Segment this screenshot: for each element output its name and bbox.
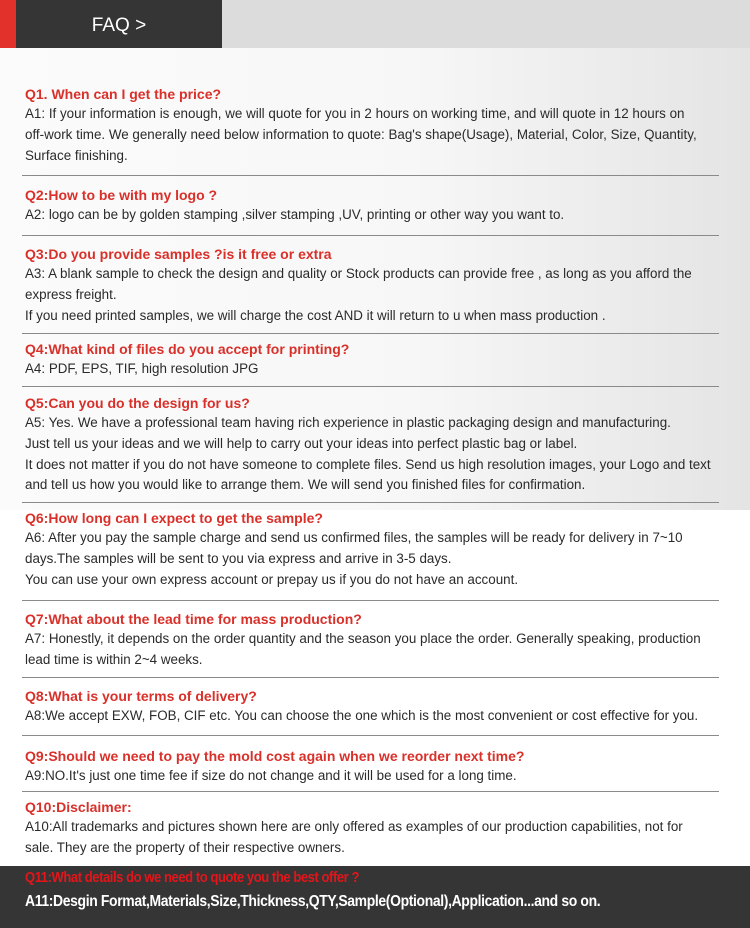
faq-item <box>25 508 747 590</box>
divider <box>22 600 719 601</box>
divider <box>22 333 719 334</box>
faq-answer-line: A1: If your information is enough, we will quote for you in 2 hours on working time, and will quote in 12 hours on <box>25 106 685 121</box>
faq-item <box>25 393 747 496</box>
divider <box>22 677 719 678</box>
accent-stripe <box>0 0 16 48</box>
faq-question: Q7:What about the lead time for mass production? <box>25 611 362 627</box>
faq-question: Q5:Can you do the design for us? <box>25 395 250 411</box>
faq-answer-line: days.The samples will be sent to you via express and arrive in 3-5 days. <box>25 550 452 566</box>
faq-item <box>25 185 747 226</box>
faq-item <box>25 339 747 380</box>
faq-question: Q8:What is your terms of delivery? <box>25 688 257 704</box>
faq-answer-line: A3: A blank sample to check the design and quality or Stock products can provide free , as long as you afford the <box>25 266 692 281</box>
faq-answer-line: A6: After you pay the sample charge and send us confirmed files, the samples will be ready for delivery in 7~10 <box>25 530 683 545</box>
faq-question: Q6:How long can I expect to get the sample? <box>25 510 323 526</box>
faq-answer-line: A4: PDF, EPS, TIF, high resolution JPG <box>25 361 259 376</box>
faq-item <box>25 797 747 859</box>
faq-item <box>25 686 747 727</box>
faq-answer-line: lead time is within 2~4 weeks. <box>25 651 203 667</box>
faq-answer-line: off-work time. We generally need below information to quote: Bag's shape(Usage), Material, Color, Size, Quantity, <box>25 126 697 142</box>
faq-question: Q2:How to be with my logo ? <box>25 187 218 203</box>
faq-answer-line: express freight. <box>25 286 117 302</box>
header-bar <box>0 0 750 48</box>
faq-answer-line: It does not matter if you do not have someone to complete files. Send us high resolution images, your Logo and text <box>25 456 711 472</box>
faq-answer-line: A8:We accept EXW, FOB, CIF etc. You can choose the one which is the most convenient or cost effective for you. <box>25 708 699 723</box>
faq-answer-line: A5: Yes. We have a professional team having rich experience in plastic packaging design and manufacturing. <box>25 415 671 430</box>
faq-answer-line: Just tell us your ideas and we will help to carry out your ideas into perfect plastic bag or label. <box>25 435 578 451</box>
faq-answer-line: A9:NO.It's just one time fee if size do not change and it will be used for a long time. <box>25 768 517 783</box>
faq-question: Q4:What kind of files do you accept for printing? <box>25 341 350 357</box>
divider <box>22 175 719 176</box>
faq-answer-line: You can use your own express account or prepay us if you do not have an account. <box>25 571 519 587</box>
q11-answer: A11:Desgin Format,Materials,Size,Thickness,QTY,Sample(Optional),Application...and so on. <box>25 893 601 910</box>
faq-item <box>25 746 747 787</box>
faq-item <box>25 84 747 166</box>
faq-question: Q10:Disclaimer: <box>25 799 132 815</box>
divider <box>22 386 719 387</box>
divider <box>22 791 719 792</box>
divider <box>22 235 719 236</box>
divider <box>22 735 719 736</box>
faq-question: Q9:Should we need to pay the mold cost again when we reorder next time? <box>25 748 525 764</box>
faq-answer-line: and tell us how you would like to arrange them. We will send you finished files for confirmation. <box>25 477 586 493</box>
faq-answer-line: A2: logo can be by golden stamping ,silver stamping ,UV, printing or other way you want to. <box>25 207 565 222</box>
faq-item <box>25 244 747 326</box>
faq-question: Q3:Do you provide samples ?is it free or extra <box>25 246 332 262</box>
faq-item <box>25 609 747 671</box>
faq-answer-line: If you need printed samples, we will charge the cost AND it will return to u when mass production . <box>25 307 606 323</box>
faq-answer-line: Surface finishing. <box>25 147 128 163</box>
faq-title: FAQ > <box>16 0 222 48</box>
faq-answer-line: A7: Honestly, it depends on the order quantity and the season you place the order. Generally speaking, production <box>25 631 701 646</box>
faq-answer-line: A10:All trademarks and pictures shown here are only offered as examples of our production capabilities, not for <box>25 819 683 834</box>
faq-question: Q1. When can I get the price? <box>25 86 222 102</box>
divider <box>22 502 719 503</box>
q11-question: Q11:What details do we need to quote you the best offer ? <box>25 870 359 886</box>
faq-answer-line: sale. They are the property of their respective owners. <box>25 839 345 855</box>
